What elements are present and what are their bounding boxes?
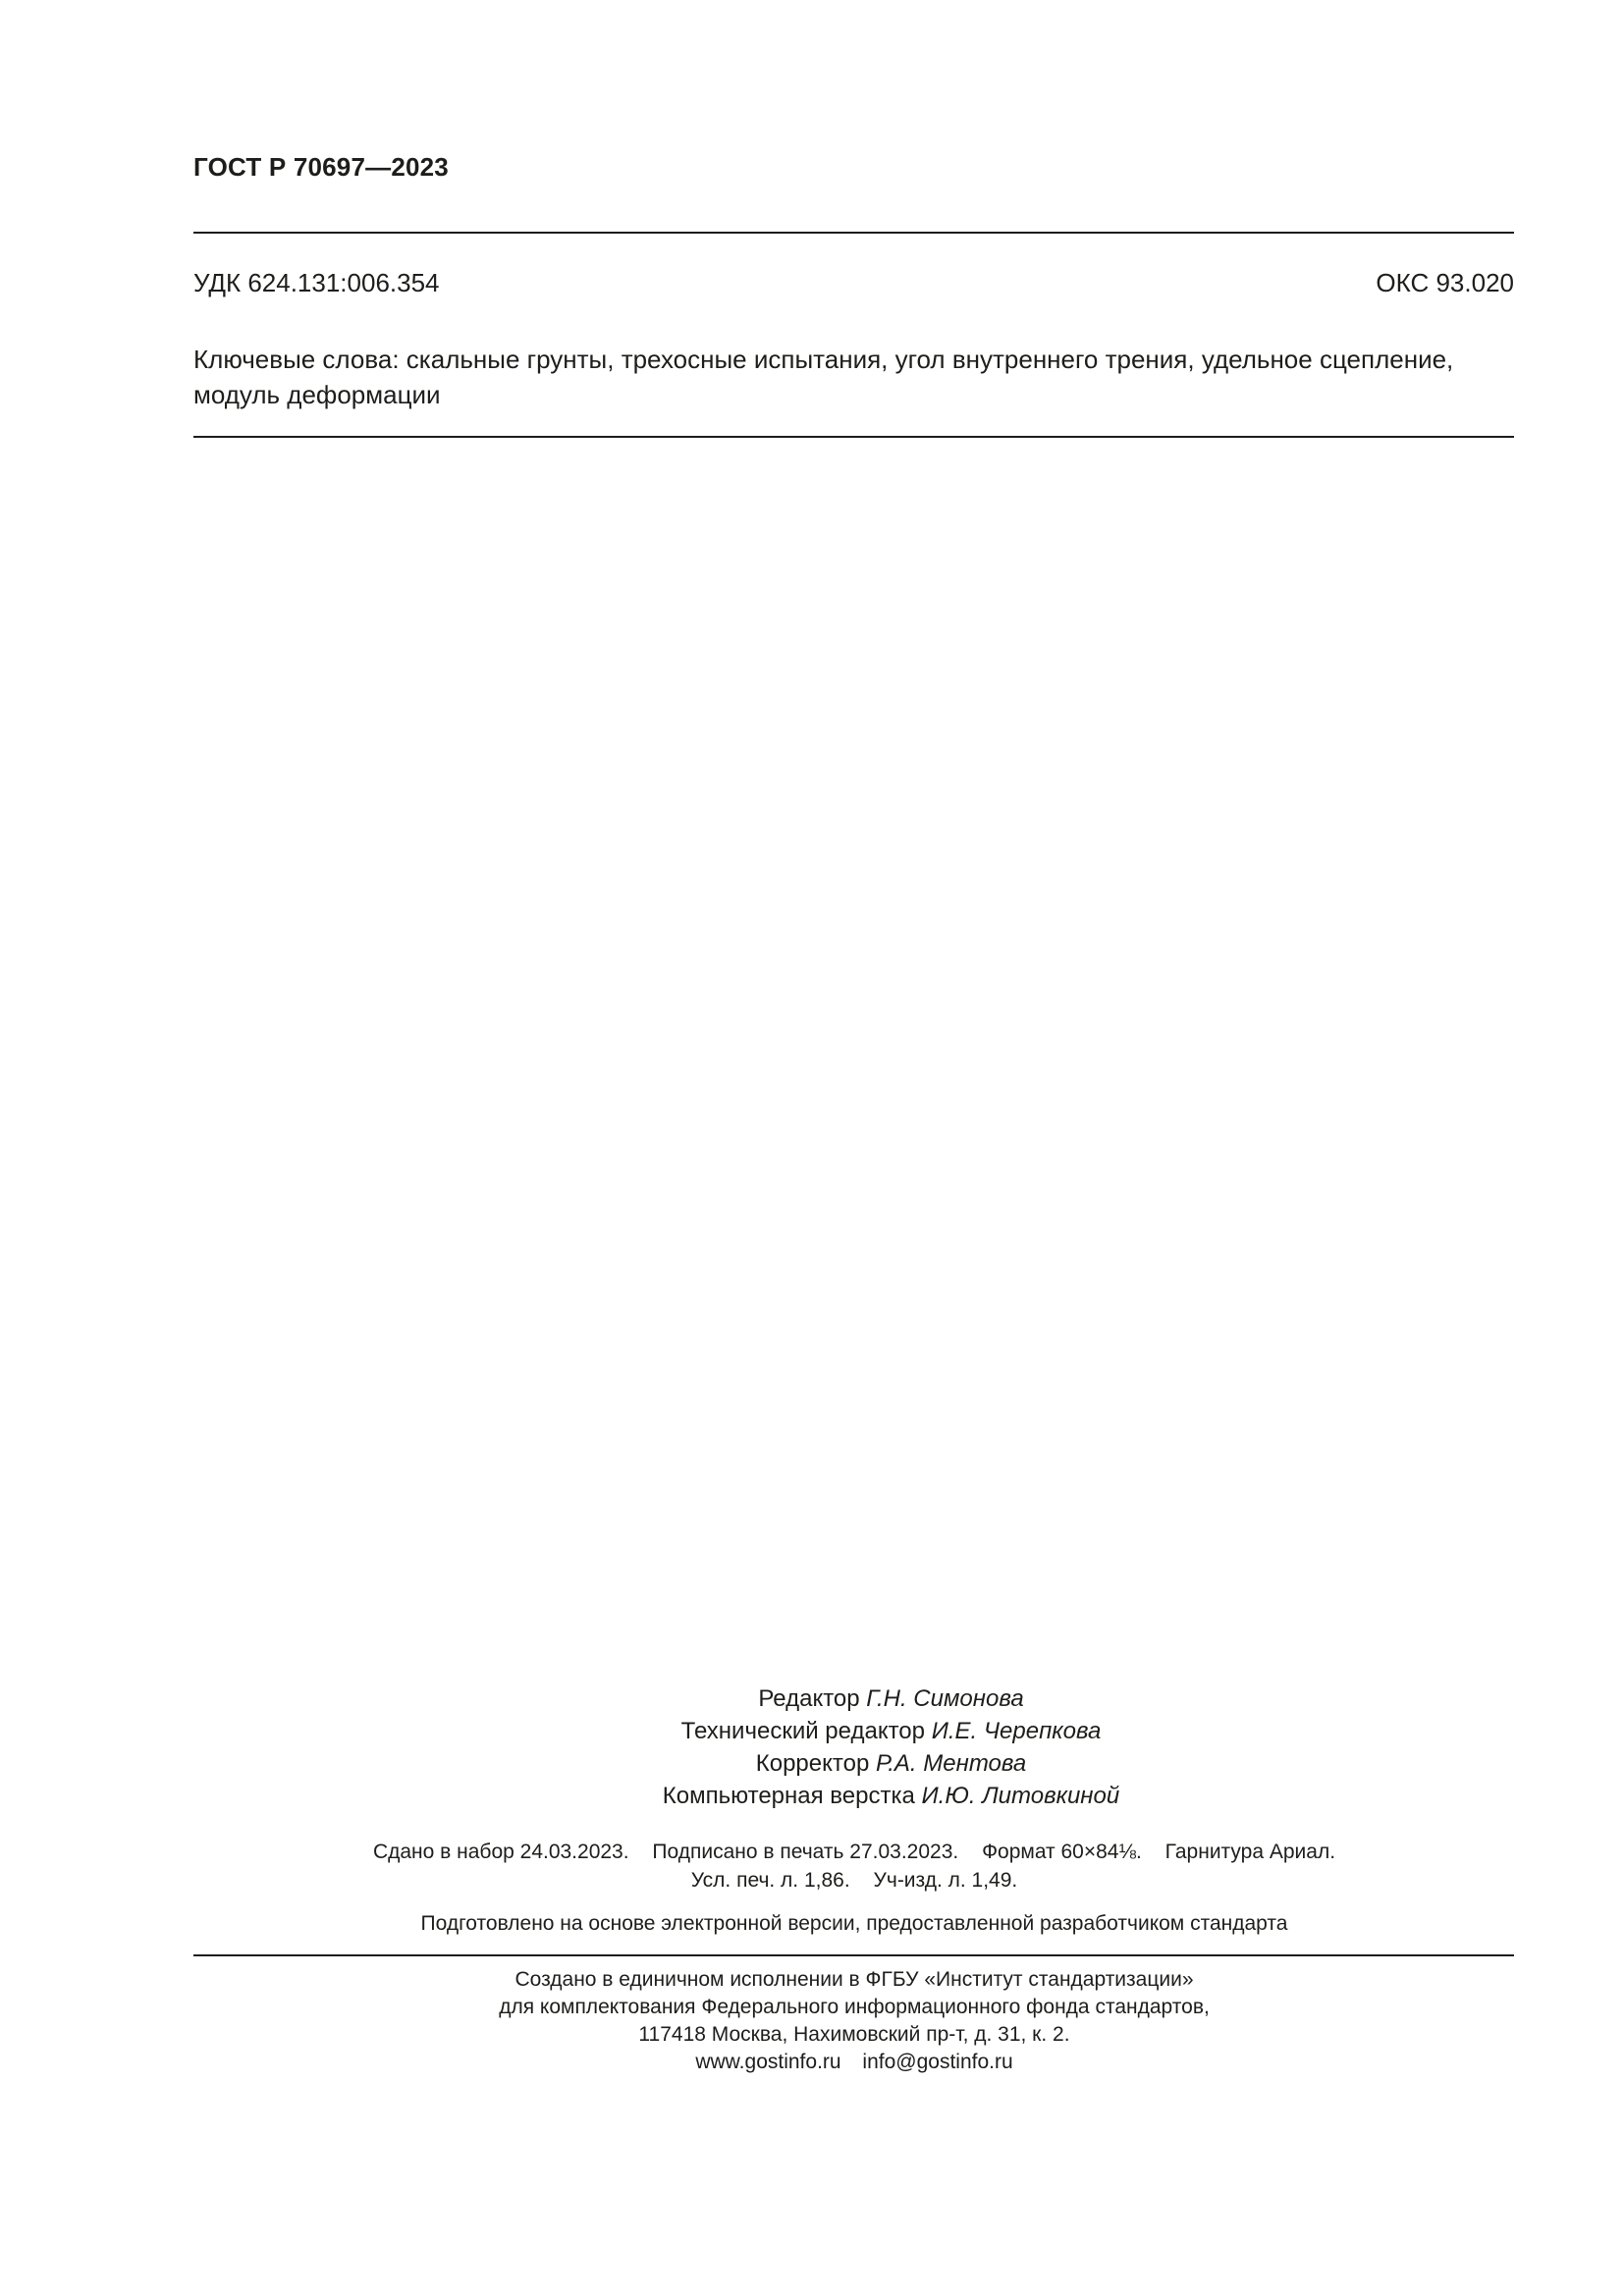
imprint-divider xyxy=(193,1954,1514,1956)
standard-code: ГОСТ Р 70697—2023 xyxy=(193,152,449,182)
staff-technical-editor xyxy=(393,1715,1389,1747)
imprint-block xyxy=(245,1966,1463,2076)
staff-role: Технический редактор xyxy=(680,1718,926,1744)
staff-name: Г.Н. Симонова xyxy=(866,1685,1024,1712)
top-divider xyxy=(193,232,1514,234)
keywords-line-1: Ключевые слова: скальные грунты, трехосные испытания, угол внутреннего трения, удельное сцепление, xyxy=(193,345,1454,374)
keywords-block xyxy=(193,342,1519,412)
staff-name: И.Е. Черепкова xyxy=(931,1718,1102,1744)
staff-role: Корректор xyxy=(755,1750,870,1777)
staff-name: И.Ю. Литовкиной xyxy=(921,1783,1120,1809)
submitted-date: Сдано в набор 24.03.2023. xyxy=(372,1841,629,1863)
staff-name: Р.А. Ментова xyxy=(875,1750,1027,1777)
keywords-line-2: модуль деформации xyxy=(193,380,441,409)
staff-proofreader xyxy=(393,1747,1389,1780)
staff-role: Компьютерная верстка xyxy=(662,1783,915,1809)
print-info xyxy=(245,1838,1463,1895)
paper-format: Формат 60×84⅛. xyxy=(982,1841,1142,1863)
keywords-divider xyxy=(193,436,1514,438)
signed-date: Подписано в печать 27.03.2023. xyxy=(652,1841,959,1863)
staff-role: Редактор xyxy=(758,1685,860,1712)
website-link[interactable]: www.gostinfo.ru xyxy=(695,2051,841,2073)
imprint-line-1: Создано в единичном исполнении в ФГБУ «Институт стандартизации» xyxy=(514,1968,1194,1991)
print-info-line-2 xyxy=(245,1866,1463,1895)
imprint-line-3: 117418 Москва, Нахимовский пр-т, д. 31, к. 2. xyxy=(638,2023,1070,2046)
publisher-sheets: Уч-изд. л. 1,49. xyxy=(873,1869,1018,1892)
imprint-contacts xyxy=(245,2049,1463,2076)
prepared-note: Подготовлено на основе электронной версии, предоставленной разработчиком стандарта xyxy=(420,1912,1288,1935)
udk-code: УДК 624.131:006.354 xyxy=(193,268,440,297)
staff-editor xyxy=(393,1682,1389,1715)
typeface: Гарнитура Ариал. xyxy=(1164,1841,1336,1863)
editorial-staff xyxy=(393,1682,1389,1812)
email-link[interactable]: info@gostinfo.ru xyxy=(862,2051,1013,2073)
imprint-line-2: для комплектования Федерального информационного фонда стандартов, xyxy=(499,1996,1210,2018)
print-info-line-1 xyxy=(245,1838,1463,1866)
oks-code: ОКС 93.020 xyxy=(1376,268,1514,297)
print-sheets: Усл. печ. л. 1,86. xyxy=(690,1869,850,1892)
staff-layout xyxy=(393,1780,1389,1812)
